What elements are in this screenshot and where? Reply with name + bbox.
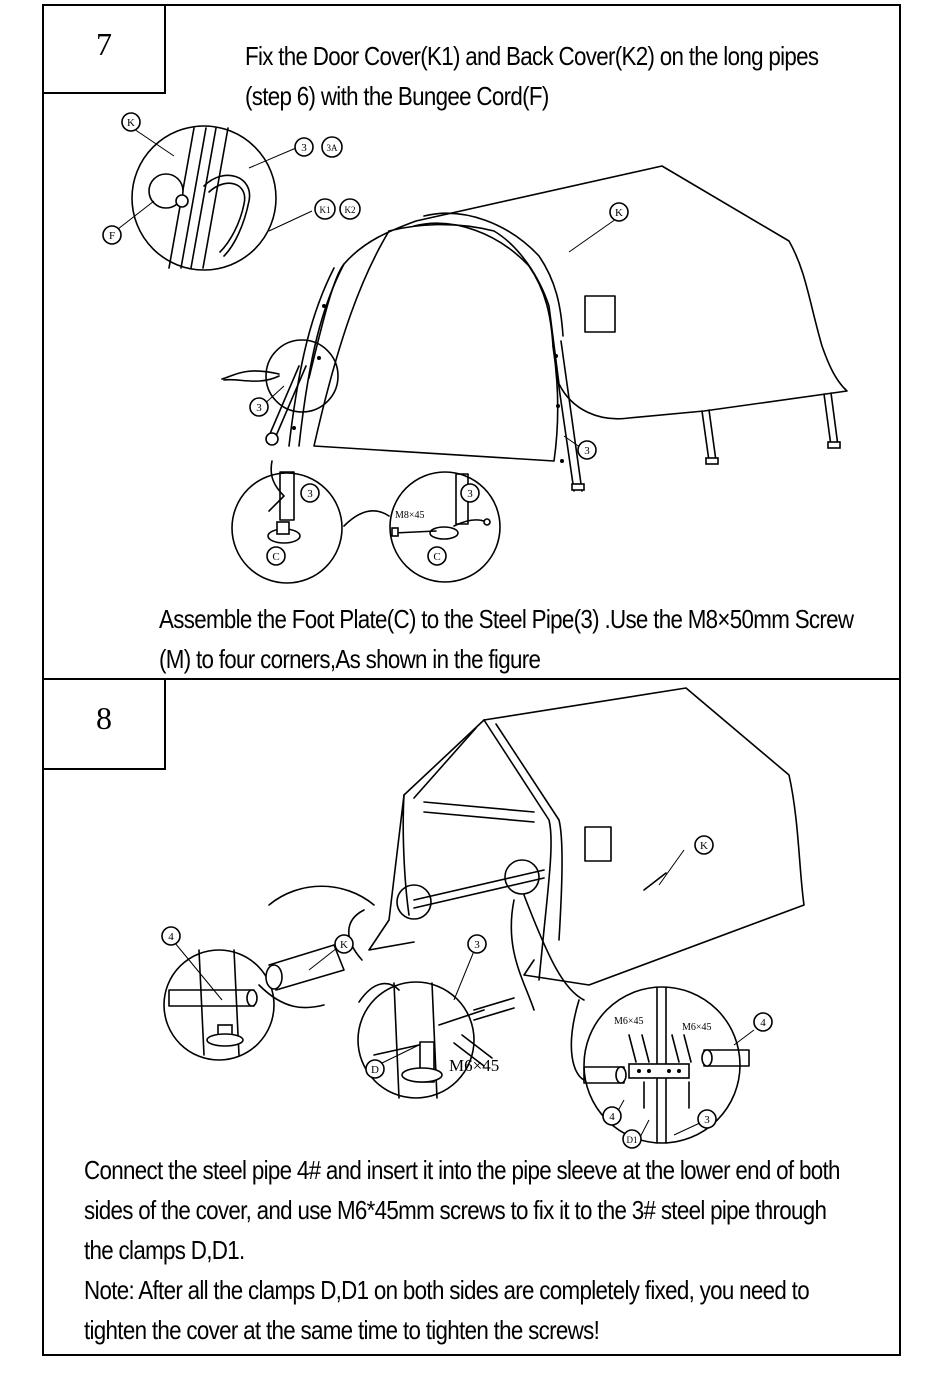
step-number: 7 xyxy=(96,26,112,62)
callout-d1-label: D1 xyxy=(626,1135,638,1145)
callout-4-detail-label: 4 xyxy=(168,931,174,943)
caption-line: Connect the steel pipe 4# and insert it into the pipe sleeve at the lower end of both xyxy=(84,1155,840,1185)
note-line: tighten the cover at the same time to tighten the screws! xyxy=(84,1315,600,1345)
caption-line: (M) to four corners,As shown in the figure xyxy=(159,644,541,674)
screw-size-label-mid: M6×45 xyxy=(449,1056,500,1075)
callout-3-detail-label: 3 xyxy=(474,939,480,951)
callout-k-cover-label: K xyxy=(700,840,708,852)
step-8-panel xyxy=(42,678,901,1356)
callout-k1-label: K1 xyxy=(319,205,331,215)
step-number: 8 xyxy=(96,700,112,736)
callout-pipe3-left-label: 3 xyxy=(256,402,262,414)
callout-k-cover-label: K xyxy=(615,207,623,219)
caption-line: sides of the cover, and use M6*45mm screws to fix it to the 3# steel pipe through xyxy=(84,1195,827,1225)
callout-pipe3-right-label: 3 xyxy=(584,445,590,457)
caption-line: the clamps D,D1. xyxy=(84,1235,245,1265)
callout-pipe3-detail-2-label: 3 xyxy=(467,488,473,500)
screw-size-label-a: M6×45 xyxy=(614,1016,644,1027)
callout-4-right-label: 4 xyxy=(760,1017,766,1029)
callout-c-detail-2-label: C xyxy=(433,551,441,563)
step-7-panel xyxy=(42,4,901,680)
callout-3a-label: 3A xyxy=(326,143,338,153)
instruction-line: Fix the Door Cover(K1) and Back Cover(K2) on the long pipes xyxy=(245,41,819,71)
note-line: Note: After all the clamps D,D1 on both sides are completely fixed, you need to xyxy=(84,1275,809,1305)
step-7-callouts xyxy=(44,6,903,682)
callout-k-detail-label: K xyxy=(340,939,348,951)
callout-k-label: K xyxy=(127,117,135,129)
screw-size-label: M8×45 xyxy=(395,510,425,521)
screw-size-label-b: M6×45 xyxy=(682,1022,712,1033)
callout-pipe3-detail-1-label: 3 xyxy=(307,488,313,500)
callout-3-right-label: 3 xyxy=(704,1114,710,1126)
callout-3-label: 3 xyxy=(301,142,307,154)
callout-d-label: D xyxy=(371,1064,379,1076)
instruction-line: (step 6) with the Bungee Cord(F) xyxy=(245,81,549,111)
callout-f-label: F xyxy=(108,230,116,242)
callout-k2-label: K2 xyxy=(344,205,356,215)
caption-line: Assemble the Foot Plate(C) to the Steel Pipe(3) .Use the M8×50mm Screw xyxy=(159,604,854,634)
callout-c-detail-1-label: C xyxy=(272,551,280,563)
callout-4-left-label: 4 xyxy=(609,1111,615,1123)
